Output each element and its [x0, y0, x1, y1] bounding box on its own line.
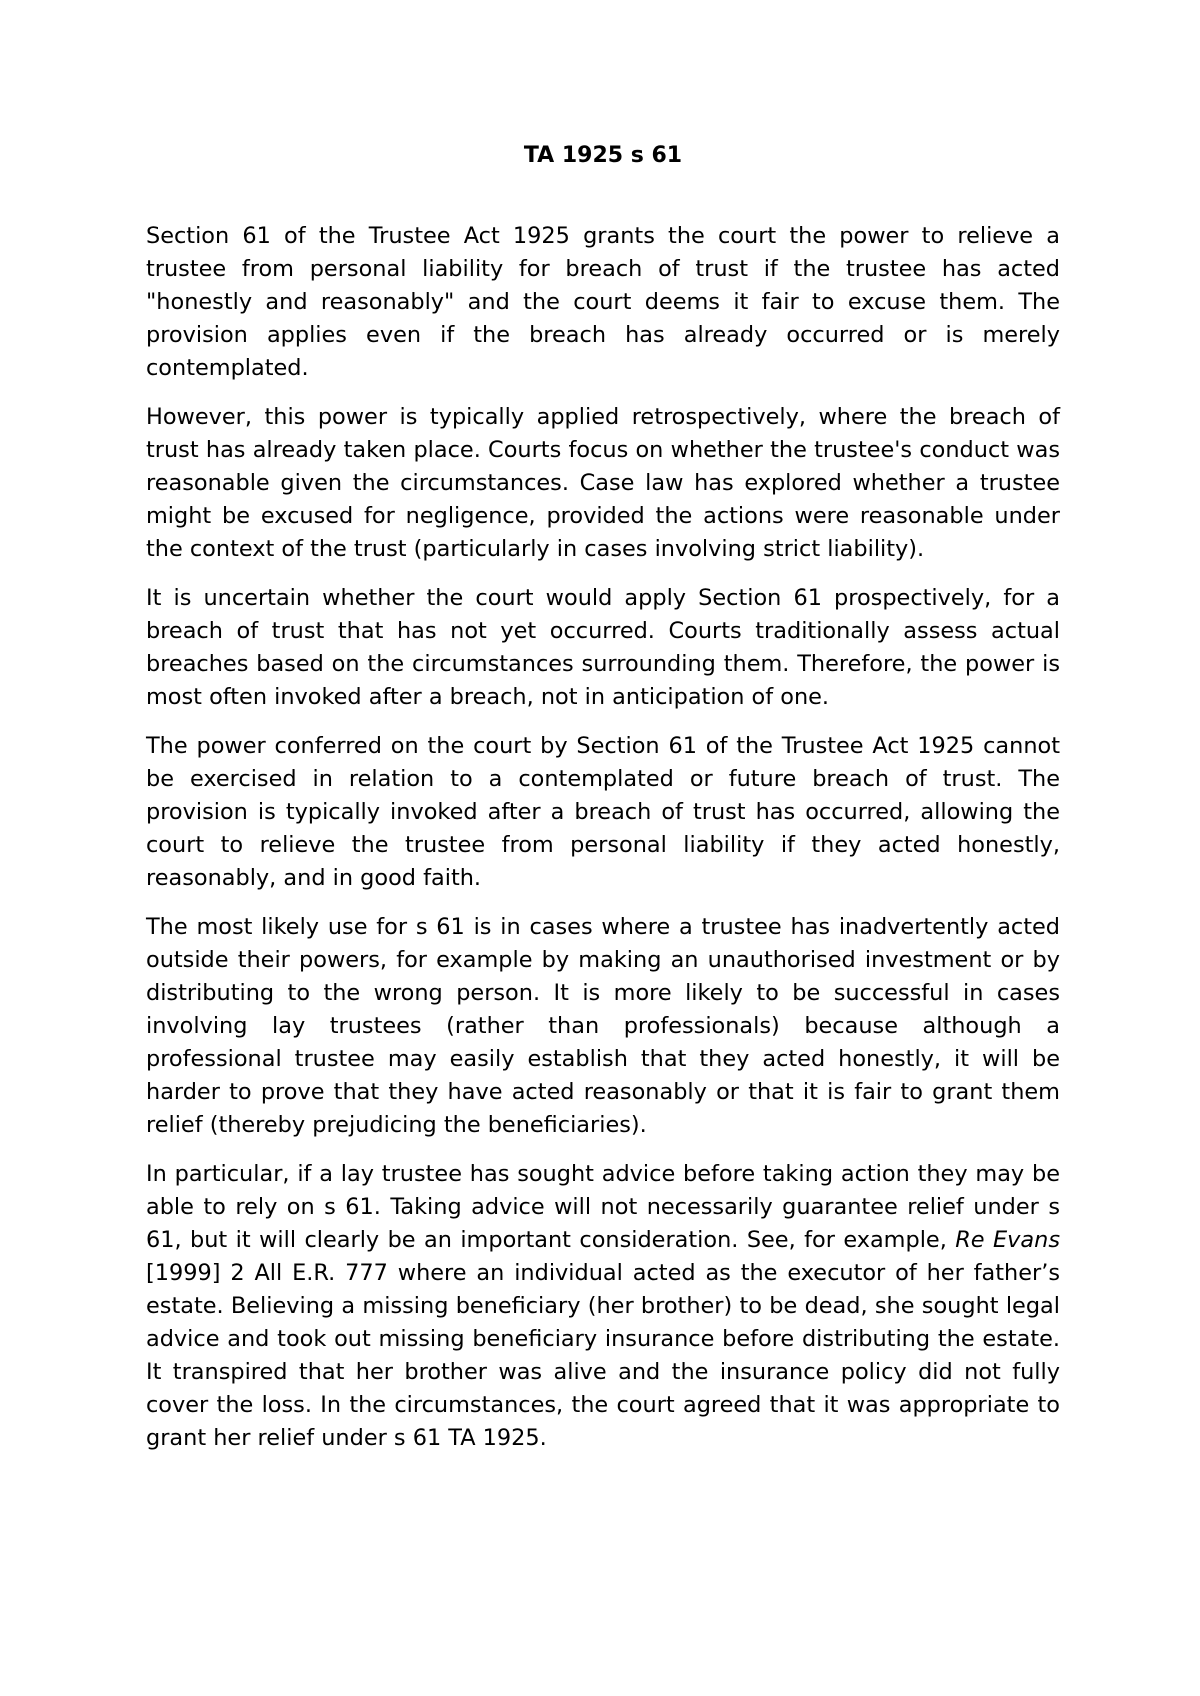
paragraph-5: The most likely use for s 61 is in cases where a trustee has inadvertently acted outside their powers, for example by making an unauthorised investment or by distributing to the wrong person. It is more likely to be successful in cases involving lay trustees (rather than professionals) because although a professional trustee may easily establish that they acted honestly, it will be harder to prove that they have acted reasonably or that it is fair to grant them relief (thereby prejudicing the beneficiaries).	[146, 914, 1060, 1138]
paragraph-6-text-after-case: [1999] 2 All E.R. 777 where an individual acted as the executor of her father’s estate. Believing a missing beneficiary (her brother) to be dead, she sought legal advice and took out missing beneficiary insurance before distributing the estate. It transpired that her brother was alive and the insurance policy did not fully cover the loss. In the circumstances, the court agreed that it was appropriate to grant her relief under s 61 TA 1925.	[146, 1260, 1060, 1451]
paragraph-3: It is uncertain whether the court would apply Section 61 prospectively, for a breach of trust that has not yet occurred. Courts traditionally assess actual breaches based on the circumstances surrounding them. Therefore, the power is most often invoked after a breach, not in anticipation of one.	[146, 585, 1060, 710]
paragraph-6-text-before-case: In particular, if a lay trustee has sought advice before taking action they may be able to rely on s 61. Taking advice will not necessarily guarantee relief under s 61, but it will clearly be an important consideration. See, for example,	[146, 1161, 1060, 1253]
case-citation-name: Re Evans	[955, 1227, 1060, 1253]
paragraph-4: The power conferred on the court by Section 61 of the Trustee Act 1925 cannot be exercised in relation to a contemplated or future breach of trust. The provision is typically invoked after a breach of trust has occurred, allowing the court to relieve the trustee from personal liability if they acted honestly, reasonably, and in good faith.	[146, 733, 1060, 891]
paragraph-1: Section 61 of the Trustee Act 1925 grants the court the power to relieve a trustee from personal liability for breach of trust if the trustee has acted "honestly and reasonably" and the court deems it fair to excuse them. The provision applies even if the breach has already occurred or is merely contemplated.	[146, 223, 1060, 381]
document-title: TA 1925 s 61	[523, 143, 683, 168]
paragraph-2: However, this power is typically applied retrospectively, where the breach of trust has already taken place. Courts focus on whether the trustee's conduct was reasonable given the circumstances. Case law has explored whether a trustee might be excused for negligence, provided the actions were reasonable under the context of the trust (particularly in cases involving strict liability).	[146, 404, 1060, 562]
paragraph-6	[146, 1158, 1060, 1455]
document-page	[146, 140, 1060, 1471]
